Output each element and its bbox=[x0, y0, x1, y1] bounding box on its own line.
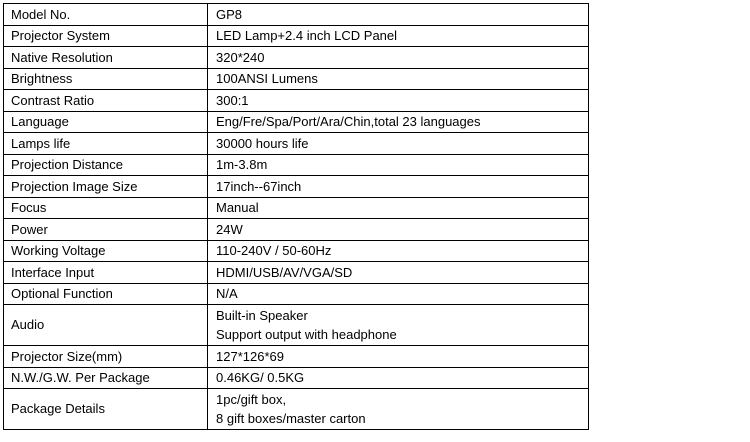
table-row bbox=[4, 47, 589, 69]
spec-value: 127*126*69 bbox=[208, 346, 589, 368]
spec-label: Native Resolution bbox=[4, 47, 208, 69]
spec-label: Contrast Ratio bbox=[4, 90, 208, 112]
spec-value-line: 8 gift boxes/master carton bbox=[216, 411, 366, 426]
spec-value: 300:1 bbox=[208, 90, 589, 112]
spec-value: GP8 bbox=[208, 4, 589, 26]
spec-label: Interface Input bbox=[4, 262, 208, 284]
spec-label: Language bbox=[4, 111, 208, 133]
spec-value: N/A bbox=[208, 283, 589, 305]
table-row bbox=[4, 176, 589, 198]
spec-value: 0.46KG/ 0.5KG bbox=[208, 367, 589, 389]
table-row bbox=[4, 367, 589, 389]
spec-value: 110-240V / 50-60Hz bbox=[208, 240, 589, 262]
spec-value: 1m-3.8m bbox=[208, 154, 589, 176]
table-row bbox=[4, 25, 589, 47]
spec-label: Power bbox=[4, 219, 208, 241]
spec-label: Projection Distance bbox=[4, 154, 208, 176]
table-row bbox=[4, 283, 589, 305]
spec-value-line: Support output with headphone bbox=[216, 327, 397, 342]
spec-value: Eng/Fre/Spa/Port/Ara/Chin,total 23 languages bbox=[208, 111, 589, 133]
table-row bbox=[4, 133, 589, 155]
table-row bbox=[4, 262, 589, 284]
spec-label: Projector System bbox=[4, 25, 208, 47]
table-row bbox=[4, 90, 589, 112]
table-row bbox=[4, 346, 589, 368]
spec-value: 17inch--67inch bbox=[208, 176, 589, 198]
spec-label: Optional Function bbox=[4, 283, 208, 305]
spec-value-line: Built-in Speaker bbox=[216, 308, 308, 323]
table-row bbox=[4, 197, 589, 219]
table-row bbox=[4, 68, 589, 90]
table-row bbox=[4, 111, 589, 133]
spec-value bbox=[208, 305, 589, 346]
spec-label: Brightness bbox=[4, 68, 208, 90]
spec-label: Projection Image Size bbox=[4, 176, 208, 198]
spec-label: N.W./G.W. Per Package bbox=[4, 367, 208, 389]
spec-value: 24W bbox=[208, 219, 589, 241]
spec-table bbox=[3, 3, 589, 430]
spec-label: Audio bbox=[4, 305, 208, 346]
table-row bbox=[4, 154, 589, 176]
spec-label: Projector Size(mm) bbox=[4, 346, 208, 368]
table-row bbox=[4, 219, 589, 241]
table-row bbox=[4, 4, 589, 26]
table-row bbox=[4, 305, 589, 346]
spec-value-line: 1pc/gift box, bbox=[216, 392, 287, 407]
spec-label: Package Details bbox=[4, 389, 208, 430]
spec-label: Working Voltage bbox=[4, 240, 208, 262]
table-row bbox=[4, 240, 589, 262]
spec-label: Lamps life bbox=[4, 133, 208, 155]
spec-value: 100ANSI Lumens bbox=[208, 68, 589, 90]
spec-value: LED Lamp+2.4 inch LCD Panel bbox=[208, 25, 589, 47]
spec-label: Model No. bbox=[4, 4, 208, 26]
table-row bbox=[4, 389, 589, 430]
spec-value: 30000 hours life bbox=[208, 133, 589, 155]
spec-label: Focus bbox=[4, 197, 208, 219]
spec-value: Manual bbox=[208, 197, 589, 219]
spec-value: 320*240 bbox=[208, 47, 589, 69]
spec-value bbox=[208, 389, 589, 430]
spec-value: HDMI/USB/AV/VGA/SD bbox=[208, 262, 589, 284]
